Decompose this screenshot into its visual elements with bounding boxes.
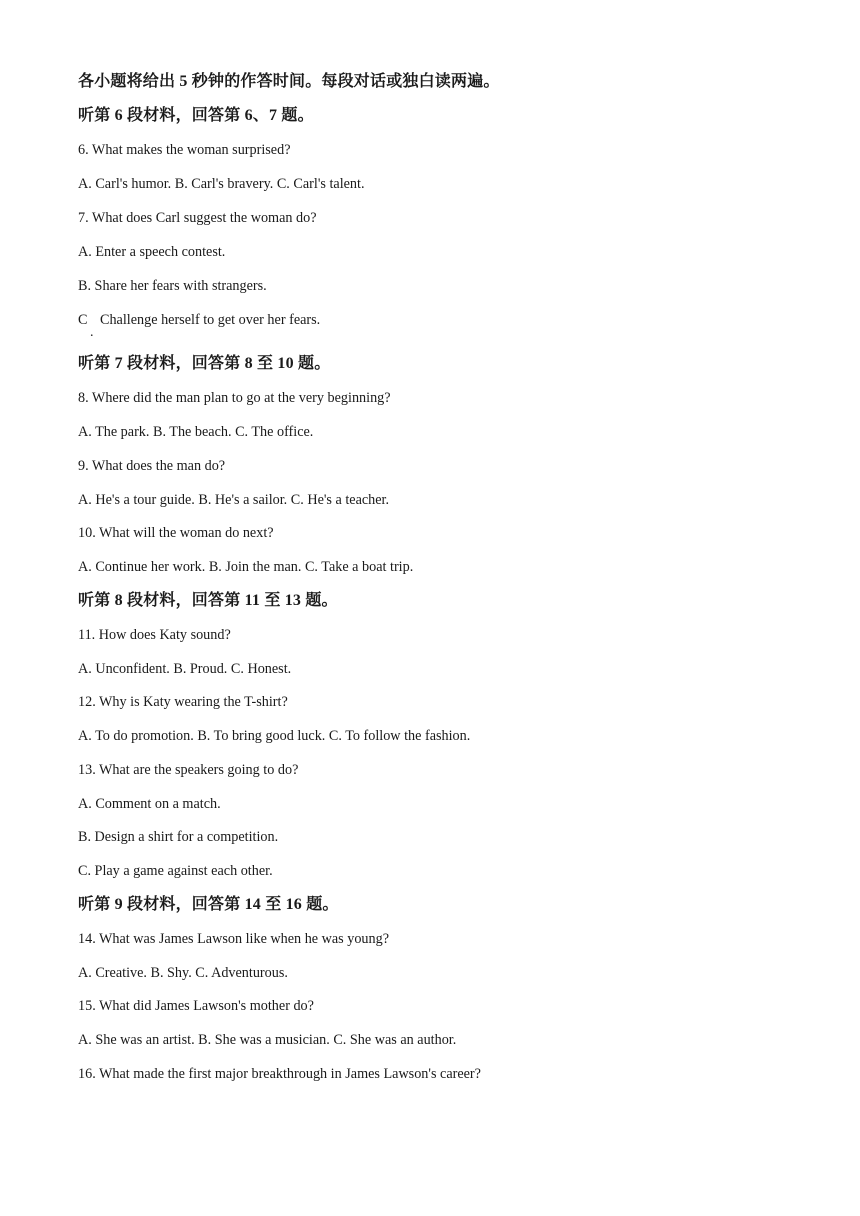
answer-option: C. Play a game against each other. <box>78 863 273 879</box>
question-text: 16. What made the first major breakthrough in James Lawson's career? <box>78 1066 481 1082</box>
answer-option: B. Design a shirt for a competition. <box>78 829 279 845</box>
answer-options: A. Creative. B. Shy. C. Adventurous. <box>78 965 288 981</box>
answer-options: A. He's a tour guide. B. He's a sailor. C. He's a teacher. <box>78 492 390 508</box>
question-text: 8. Where did the man plan to go at the very beginning? <box>78 390 391 406</box>
answer-option: A. Comment on a match. <box>78 796 221 812</box>
question-text: 12. Why is Katy wearing the T-shirt? <box>78 694 288 710</box>
section-heading: 听第 9 段材料，回答第 14 至 16 题。 <box>78 896 339 913</box>
question-text: 6. What makes the woman surprised? <box>78 142 291 158</box>
answer-option: A. Enter a speech contest. <box>78 244 226 260</box>
answer-option <box>78 312 478 338</box>
question-text: 10. What will the woman do next? <box>78 525 274 541</box>
question-text: 14. What was James Lawson like when he was young? <box>78 931 390 947</box>
answer-options: A. Unconfident. B. Proud. C. Honest. <box>78 661 292 677</box>
answer-option: B. Share her fears with strangers. <box>78 278 267 294</box>
answer-options: A. To do promotion. B. To bring good luck. C. To follow the fashion. <box>78 728 471 744</box>
question-text: 11. How does Katy sound? <box>78 627 231 643</box>
section-heading: 听第 7 段材料，回答第 8 至 10 题。 <box>78 355 331 372</box>
question-text: 9. What does the man do? <box>78 458 226 474</box>
answer-options: A. Continue her work. B. Join the man. C. Take a boat trip. <box>78 559 414 575</box>
question-text: 7. What does Carl suggest the woman do? <box>78 210 317 226</box>
section-heading: 听第 6 段材料，回答第 6、7 题。 <box>78 107 314 124</box>
answer-options: A. Carl's humor. B. Carl's bravery. C. Carl's talent. <box>78 176 365 192</box>
option-text: Challenge herself to get over her fears. <box>100 312 321 328</box>
section-heading: 听第 8 段材料，回答第 11 至 13 题。 <box>78 592 338 609</box>
answer-options: A. She was an artist. B. She was a musician. C. She was an author. <box>78 1032 457 1048</box>
question-text: 13. What are the speakers going to do? <box>78 762 299 778</box>
option-letter: C <box>78 312 88 328</box>
answer-options: A. The park. B. The beach. C. The office. <box>78 424 314 440</box>
question-text: 15. What did James Lawson's mother do? <box>78 998 314 1014</box>
instructions-intro: 各小题将给出 5 秒钟的作答时间。每段对话或独白读两遍。 <box>78 73 500 90</box>
option-dot: . <box>90 325 94 340</box>
